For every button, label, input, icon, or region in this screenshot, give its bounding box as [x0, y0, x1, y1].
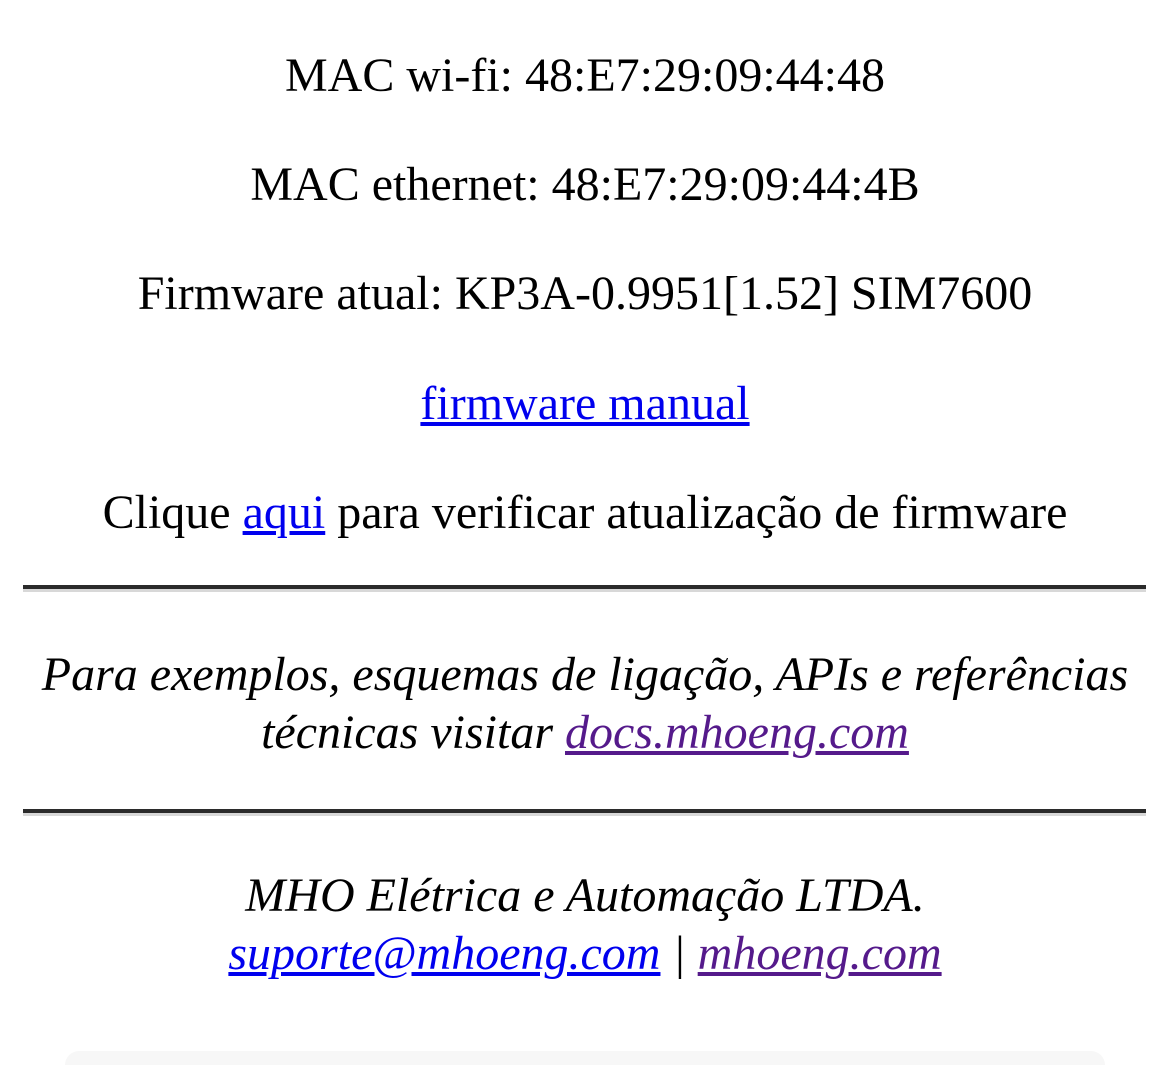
firmware-manual-line	[10, 376, 1160, 431]
website-link[interactable]: mhoeng.com	[697, 927, 942, 981]
firmware-update-link[interactable]: aqui	[242, 485, 326, 539]
firmware-update-line	[10, 485, 1160, 540]
footer	[10, 867, 1160, 983]
firmware-manual-link[interactable]: firmware manual	[420, 376, 750, 430]
device-status-page	[0, 48, 1170, 1064]
mac-wifi-text: MAC wi-fi: 48:E7:29:09:44:48	[285, 49, 885, 102]
divider-top	[23, 585, 1146, 592]
support-email-link[interactable]: suporte@mhoeng.com	[228, 927, 661, 981]
firmware-version-text: Firmware atual: KP3A-0.9951[1.52] SIM7600	[137, 267, 1033, 321]
firmware-update-prefix: Clique	[102, 485, 243, 539]
bottom-panel-edge	[65, 1051, 1105, 1065]
firmware-update-suffix: para verificar atualização de firmware	[325, 485, 1068, 539]
company-name: MHO Elétrica e Automação LTDA.	[245, 869, 925, 923]
docs-note-text: Para exemplos, esquemas de ligação, APIs e referências técnicas visitar	[41, 647, 1129, 760]
docs-note	[10, 646, 1160, 762]
footer-separator: |	[660, 927, 698, 981]
divider-bottom	[23, 809, 1146, 816]
docs-link[interactable]: docs.mhoeng.com	[565, 706, 909, 760]
mac-ethernet-text: MAC ethernet: 48:E7:29:09:44:4B	[250, 158, 920, 212]
